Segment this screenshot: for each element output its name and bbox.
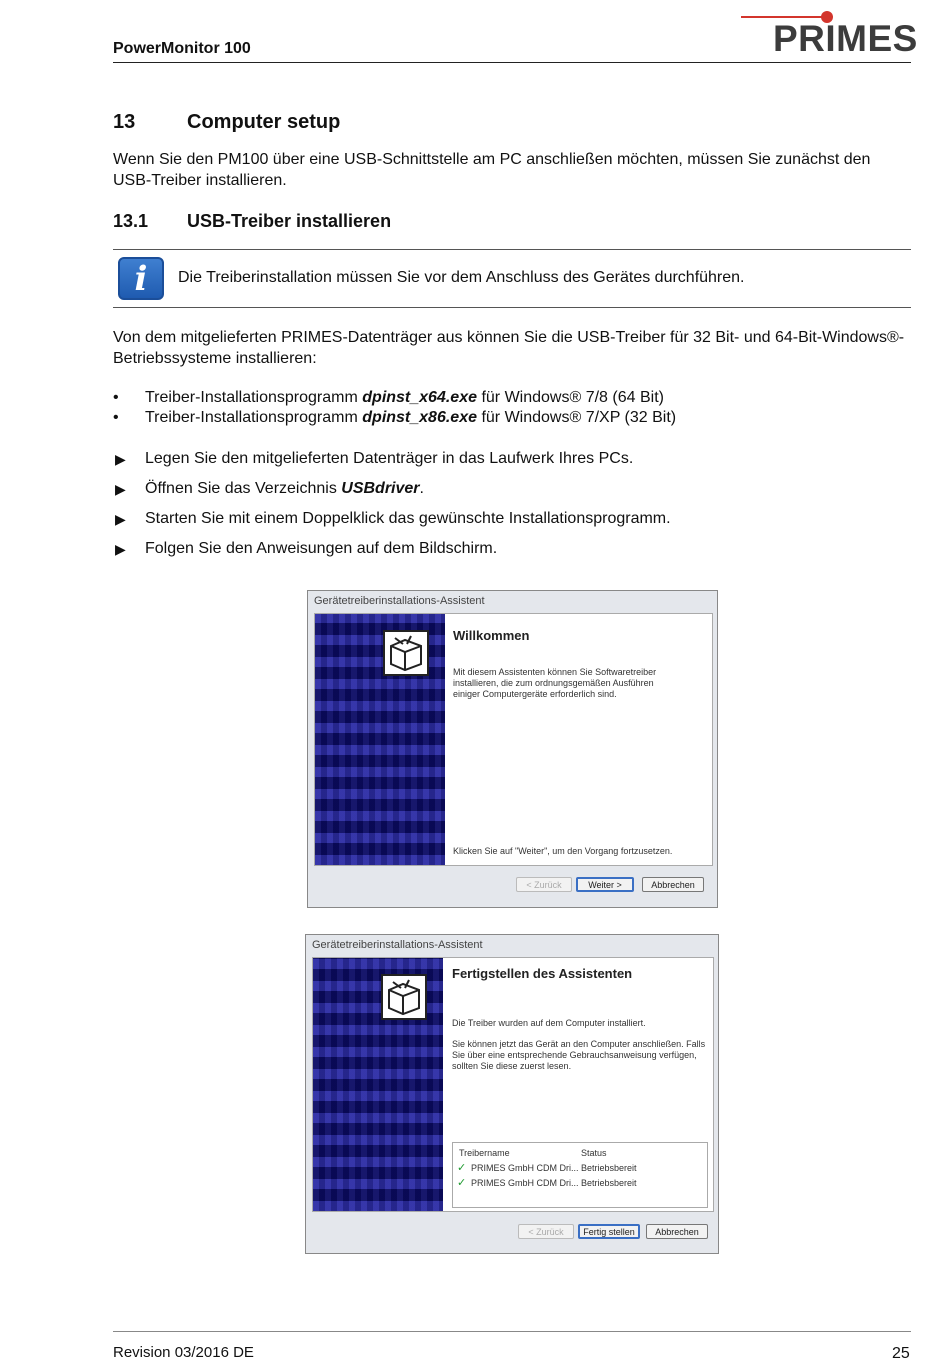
table-row bbox=[457, 1163, 703, 1175]
section-number: 13 bbox=[113, 111, 136, 133]
dialog-description: Mit diesem Assistenten können Sie Softwaretreiber installieren, die zum ordnungsgemäßen Ausführen einiger Computergeräte erforderlich sind. bbox=[453, 667, 657, 699]
note-text: Die Treiberinstallation müssen Sie vor dem Anschluss des Gerätes durchführen. bbox=[178, 269, 745, 286]
document-header-title: PowerMonitor 100 bbox=[113, 40, 251, 57]
bullet-item: Treiber-Installationsprogramm dpinst_x64.exe für Windows® 7/8 (64 Bit) bbox=[145, 389, 664, 406]
installer-box-icon bbox=[381, 974, 427, 1020]
wizard-finish-screenshot bbox=[305, 934, 719, 1254]
driver-status: Betriebsbereit bbox=[581, 1163, 637, 1173]
cancel-button[interactable]: Abbrechen bbox=[646, 1224, 708, 1239]
step-item: Öffnen Sie das Verzeichnis USBdriver. bbox=[145, 480, 424, 497]
step-item: Legen Sie den mitgelieferten Datenträger in das Laufwerk Ihres PCs. bbox=[145, 450, 634, 467]
dialog-heading: Fertigstellen des Assistenten bbox=[452, 966, 633, 981]
driver-status: Betriebsbereit bbox=[581, 1178, 637, 1188]
subsection-title: USB-Treiber installieren bbox=[187, 211, 392, 231]
bullet-item: Treiber-Installationsprogramm dpinst_x86.exe für Windows® 7/XP (32 Bit) bbox=[145, 409, 677, 426]
step-item: Starten Sie mit einem Doppelklick das gewünschte Installationsprogramm. bbox=[145, 510, 671, 527]
table-row bbox=[457, 1178, 703, 1190]
checkmark-icon: ✓ bbox=[457, 1162, 467, 1174]
cancel-button[interactable]: Abbrechen bbox=[642, 877, 704, 892]
checkmark-icon: ✓ bbox=[457, 1177, 467, 1189]
dialog-description: Sie können jetzt das Gerät an den Computer anschließen. Falls Sie über eine entsprechende Gebrauchsanweisung verfügen, sollten Sie diese zuerst lesen. bbox=[452, 1039, 706, 1071]
file-name: dpinst_x86.exe bbox=[362, 409, 477, 426]
finish-button[interactable]: Fertig stellen bbox=[578, 1224, 640, 1239]
section-title: Computer setup bbox=[187, 111, 341, 133]
subsection-number: 13.1 bbox=[113, 211, 149, 231]
wizard-side-art bbox=[315, 614, 445, 865]
dialog-title: Gerätetreiberinstallations-Assistent bbox=[314, 595, 485, 607]
page-number: 25 bbox=[892, 1345, 910, 1362]
dialog-instruction: Klicken Sie auf "Weiter", um den Vorgang fortzusetzen. bbox=[453, 846, 673, 856]
step-arrow-icon: ▶ bbox=[115, 511, 126, 527]
step-item: Folgen Sie den Anweisungen auf dem Bildschirm. bbox=[145, 540, 498, 557]
bullet-marker: • bbox=[113, 409, 119, 426]
table-header-name: Treibername bbox=[459, 1148, 510, 1158]
dialog-status-text: Die Treiber wurden auf dem Computer installiert. bbox=[452, 1018, 646, 1028]
note-bottom-rule bbox=[113, 307, 911, 308]
driver-name: PRIMES GmbH CDM Dri... bbox=[471, 1178, 579, 1188]
dialog-title: Gerätetreiberinstallations-Assistent bbox=[312, 939, 483, 951]
dialog-content bbox=[312, 957, 714, 1212]
header-divider bbox=[113, 62, 911, 63]
note-top-rule bbox=[113, 249, 911, 250]
back-button[interactable]: < Zurück bbox=[518, 1224, 574, 1239]
intro-paragraph: Wenn Sie den PM100 über eine USB-Schnittstelle am PC anschließen möchten, müssen Sie zunächst den USB-Treiber installieren. bbox=[113, 151, 871, 189]
next-button[interactable]: Weiter > bbox=[576, 877, 634, 892]
dialog-content bbox=[314, 613, 713, 866]
bullet-marker: • bbox=[113, 389, 119, 406]
table-header-status: Status bbox=[581, 1148, 607, 1158]
footer-divider bbox=[113, 1331, 911, 1332]
body-paragraph: Von dem mitgelieferten PRIMES-Datenträger aus können Sie die USB-Treiber für 32 Bit- und 64-Bit-Windows®-Betriebssysteme installieren: bbox=[113, 329, 905, 367]
info-icon: i bbox=[118, 257, 164, 300]
revision-label: Revision 03/2016 DE bbox=[113, 1344, 254, 1361]
step-arrow-icon: ▶ bbox=[115, 481, 126, 497]
driver-name: PRIMES GmbH CDM Dri... bbox=[471, 1163, 579, 1173]
step-arrow-icon: ▶ bbox=[115, 451, 126, 467]
company-logo: PRIMES bbox=[773, 18, 918, 59]
driver-table bbox=[452, 1142, 708, 1208]
wizard-welcome-screenshot bbox=[307, 590, 718, 908]
wizard-side-art bbox=[313, 958, 443, 1211]
step-arrow-icon: ▶ bbox=[115, 541, 126, 557]
back-button[interactable]: < Zurück bbox=[516, 877, 572, 892]
file-name: dpinst_x64.exe bbox=[362, 389, 477, 406]
folder-name: USBdriver bbox=[341, 480, 420, 497]
dialog-heading: Willkommen bbox=[453, 628, 530, 643]
installer-box-icon bbox=[383, 630, 429, 676]
